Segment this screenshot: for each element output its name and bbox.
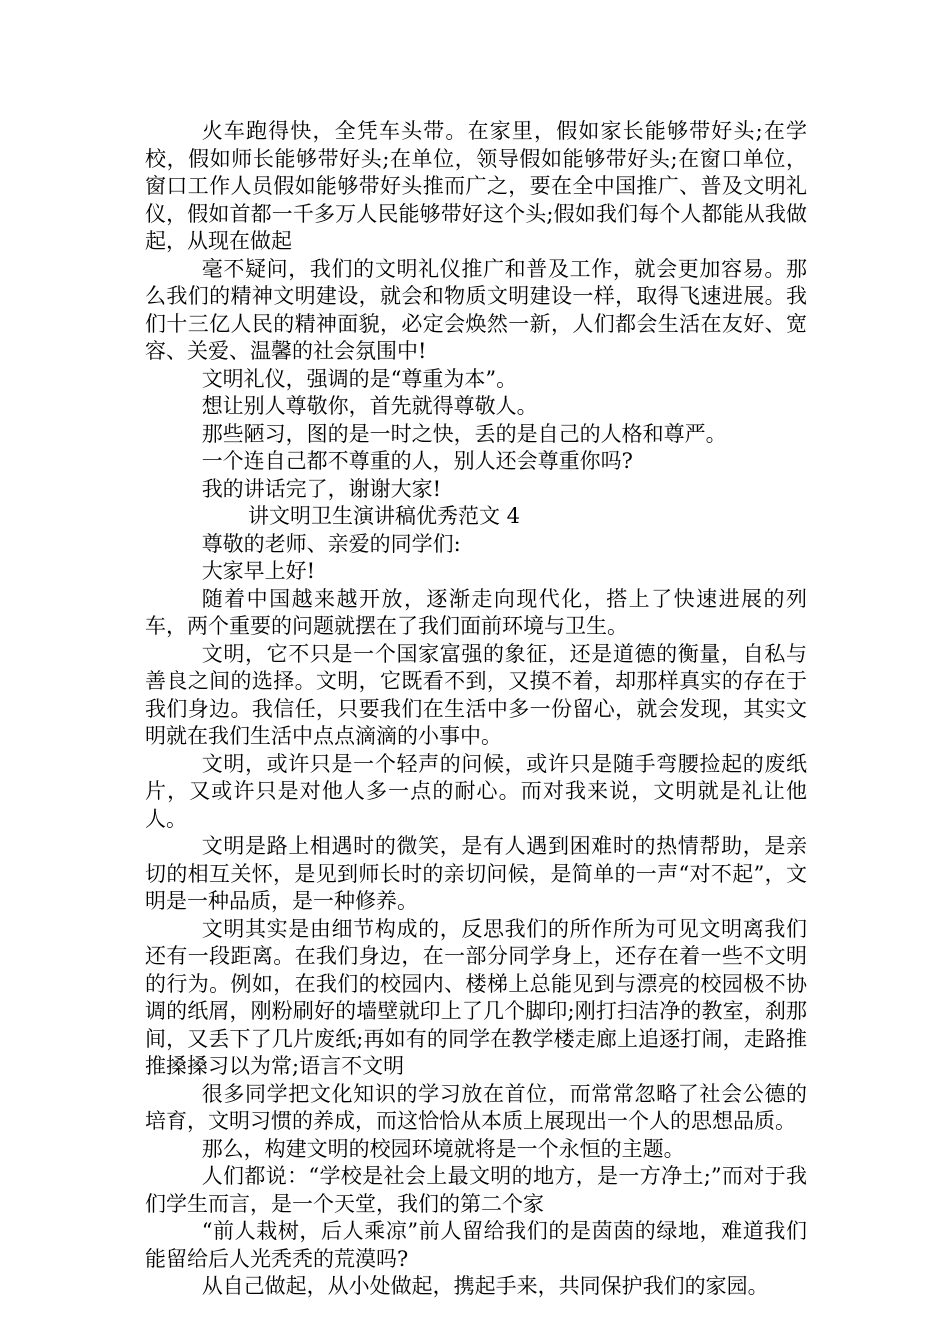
paragraph: 文明其实是由细节构成的，反思我们的所作所为可见文明离我们还有一段距离。在我们身边，在一部分同学身上，还存在着一些不文明的行为。例如，在我们的校园内、楼梯上总能见到与漂亮的校园极不协调的纸屑，刚粉刷好的墙壁就印上了几个脚印;刚打扫洁净的教室，刹那间，又丢下了几片废纸;再如有的同学在教学楼走廊上追逐打闹，走路推推搡搡习以为常;语言不文明 bbox=[145, 916, 807, 1078]
paragraph: “前人栽树，后人乘凉”前人留给我们的是茵茵的绿地，难道我们能留给后人光秃秃的荒漠吗? bbox=[145, 1219, 807, 1271]
paragraph: 尊敬的老师、亲爱的同学们: bbox=[201, 531, 461, 556]
paragraph: 一个连自己都不尊重的人，别人还会尊重你吗? bbox=[201, 449, 633, 473]
paragraph: 火车跑得快，全凭车头带。在家里，假如家长能够带好头;在学校，假如师长能够带好头;在单位，领导假如能够带好头;在窗口单位，窗口工作人员假如能够带好头推而广之，要在全中国推广、普及文明礼仪，假如首都一千多万人民能够带好这个头;假如我们每个人都能从我做起，从现在做起 bbox=[145, 119, 807, 253]
paragraph: 大家早上好! bbox=[201, 559, 316, 583]
paragraph: 我的讲话完了，谢谢大家! bbox=[201, 476, 442, 501]
paragraph: 随着中国越来越开放，逐渐走向现代化，搭上了快速进展的列车，两个重要的问题就摆在了我们面前环境与卫生。 bbox=[145, 586, 807, 638]
document-page bbox=[145, 118, 807, 1301]
paragraph: 文明是路上相遇时的微笑，是有人遇到困难时的热情帮助，是亲切的相互关怀，是见到师长时的亲切问候，是简单的一声“对不起”，文明是一种品质，是一种修养。 bbox=[145, 834, 807, 913]
paragraph: 那些陋习，图的是一时之快，丢的是自己的人格和尊严。 bbox=[201, 421, 727, 446]
paragraph: 文明，它不只是一个国家富强的象征，还是道德的衡量，自私与善良之间的选择。文明，它既看不到，又摸不着，却那样真实的存在于我们身边。我信任，只要我们在生活中多一份留心，就会发现，其实文明就在我们生活中点点滴滴的小事中。 bbox=[145, 641, 807, 748]
paragraph: 毫不疑问，我们的文明礼仪推广和普及工作，就会更加容易。那么我们的精神文明建设，就会和物质文明建设一样，取得飞速进展。我们十三亿人民的精神面貌，必定会焕然一新，人们都会生活在友好、宽容、关爱、温馨的社会氛围中! bbox=[145, 256, 807, 363]
paragraph: 那么，构建文明的校园环境就将是一个永恒的主题。 bbox=[201, 1136, 685, 1161]
paragraph: 从自己做起，从小处做起，携起手来，共同保护我们的家园。 bbox=[201, 1274, 769, 1298]
paragraph: 很多同学把文化知识的学习放在首位，而常常忽略了社会公德的培育，文明习惯的养成，而这恰恰从本质上展现出一个人的思想品质。 bbox=[145, 1081, 807, 1133]
paragraph: 想让别人尊敬你，首先就得尊敬人。 bbox=[201, 394, 538, 418]
paragraph: 人们都说：“学校是社会上最文明的地方，是一方净土;”而对于我们学生而言，是一个天堂，我们的第二个家 bbox=[145, 1164, 807, 1216]
section-heading: 讲文明卫生演讲稿优秀范文 4 bbox=[248, 504, 521, 528]
paragraph: 文明礼仪，强调的是“尊重为本”。 bbox=[201, 366, 518, 391]
paragraph: 文明，或许只是一个轻声的问候，或许只是随手弯腰捡起的废纸片，又或许只是对他人多一点的耐心。而对我来说，文明就是礼让他人。 bbox=[145, 751, 807, 831]
